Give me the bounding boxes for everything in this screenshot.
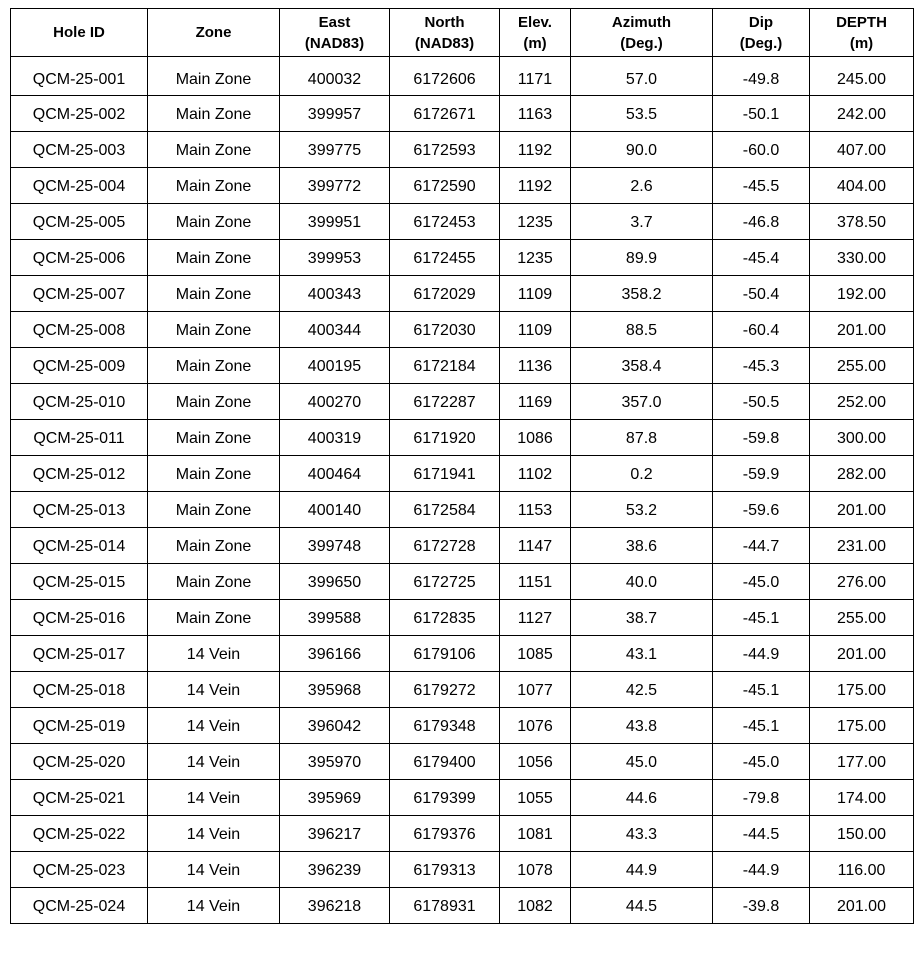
cell-hole-id: QCM-25-020 (11, 744, 148, 780)
cell-dip: -79.8 (713, 780, 810, 816)
cell-east: 396217 (280, 816, 390, 852)
header-hole-id (11, 9, 148, 57)
header-north-unit: (NAD83) (414, 34, 475, 52)
cell-hole-id: QCM-25-018 (11, 672, 148, 708)
cell-north: 6179272 (390, 672, 500, 708)
cell-zone: Main Zone (148, 564, 280, 600)
table-row (11, 672, 914, 708)
cell-zone: Main Zone (148, 384, 280, 420)
cell-zone: Main Zone (148, 420, 280, 456)
cell-depth: 116.00 (810, 852, 914, 888)
cell-zone: Main Zone (148, 492, 280, 528)
cell-zone: Main Zone (148, 57, 280, 96)
cell-zone: 14 Vein (148, 888, 280, 924)
cell-north: 6171941 (390, 456, 500, 492)
cell-north: 6179399 (390, 780, 500, 816)
cell-hole-id: QCM-25-021 (11, 780, 148, 816)
table-row (11, 276, 914, 312)
cell-hole-id: QCM-25-004 (11, 168, 148, 204)
cell-north: 6172728 (390, 528, 500, 564)
cell-hole-id: QCM-25-008 (11, 312, 148, 348)
cell-east: 399748 (280, 528, 390, 564)
cell-north: 6179348 (390, 708, 500, 744)
table-row (11, 168, 914, 204)
table-header (11, 9, 914, 57)
cell-depth: 177.00 (810, 744, 914, 780)
cell-depth: 378.50 (810, 204, 914, 240)
cell-hole-id: QCM-25-010 (11, 384, 148, 420)
cell-east: 396166 (280, 636, 390, 672)
cell-azimuth: 53.2 (571, 492, 713, 528)
cell-hole-id: QCM-25-005 (11, 204, 148, 240)
table-row (11, 240, 914, 276)
table-row (11, 420, 914, 456)
cell-north: 6179376 (390, 816, 500, 852)
cell-dip: -39.8 (713, 888, 810, 924)
cell-elev: 1078 (500, 852, 571, 888)
cell-elev: 1056 (500, 744, 571, 780)
cell-east: 400140 (280, 492, 390, 528)
header-row (11, 9, 914, 57)
cell-zone: Main Zone (148, 204, 280, 240)
cell-hole-id: QCM-25-011 (11, 420, 148, 456)
cell-zone: 14 Vein (148, 780, 280, 816)
cell-depth: 150.00 (810, 816, 914, 852)
cell-azimuth: 45.0 (571, 744, 713, 780)
cell-zone: Main Zone (148, 168, 280, 204)
table-row (11, 744, 914, 780)
header-east-unit: (NAD83) (304, 34, 365, 52)
cell-east: 400343 (280, 276, 390, 312)
cell-dip: -45.3 (713, 348, 810, 384)
cell-east: 400464 (280, 456, 390, 492)
cell-north: 6172029 (390, 276, 500, 312)
cell-dip: -45.4 (713, 240, 810, 276)
table-row (11, 636, 914, 672)
header-elev-unit: (m) (523, 34, 547, 52)
header-dip-label: Dip (748, 13, 774, 31)
cell-elev: 1192 (500, 132, 571, 168)
cell-north: 6172584 (390, 492, 500, 528)
cell-north: 6179106 (390, 636, 500, 672)
cell-dip: -45.0 (713, 744, 810, 780)
table-row (11, 492, 914, 528)
cell-depth: 201.00 (810, 888, 914, 924)
cell-zone: 14 Vein (148, 672, 280, 708)
header-east (280, 9, 390, 57)
cell-east: 399588 (280, 600, 390, 636)
cell-zone: 14 Vein (148, 636, 280, 672)
cell-north: 6172453 (390, 204, 500, 240)
cell-east: 399775 (280, 132, 390, 168)
cell-dip: -50.5 (713, 384, 810, 420)
cell-elev: 1109 (500, 312, 571, 348)
cell-depth: 174.00 (810, 780, 914, 816)
cell-east: 399953 (280, 240, 390, 276)
cell-hole-id: QCM-25-013 (11, 492, 148, 528)
cell-dip: -45.1 (713, 672, 810, 708)
header-north-label: North (424, 13, 465, 31)
cell-hole-id: QCM-25-022 (11, 816, 148, 852)
cell-zone: Main Zone (148, 528, 280, 564)
cell-elev: 1147 (500, 528, 571, 564)
cell-north: 6172606 (390, 57, 500, 96)
cell-azimuth: 88.5 (571, 312, 713, 348)
cell-dip: -60.0 (713, 132, 810, 168)
cell-north: 6179313 (390, 852, 500, 888)
cell-depth: 300.00 (810, 420, 914, 456)
cell-elev: 1169 (500, 384, 571, 420)
cell-hole-id: QCM-25-006 (11, 240, 148, 276)
cell-elev: 1081 (500, 816, 571, 852)
cell-elev: 1235 (500, 204, 571, 240)
cell-east: 396239 (280, 852, 390, 888)
cell-elev: 1085 (500, 636, 571, 672)
cell-zone: Main Zone (148, 96, 280, 132)
cell-azimuth: 3.7 (571, 204, 713, 240)
cell-hole-id: QCM-25-017 (11, 636, 148, 672)
cell-elev: 1109 (500, 276, 571, 312)
cell-azimuth: 357.0 (571, 384, 713, 420)
cell-north: 6172593 (390, 132, 500, 168)
cell-depth: 252.00 (810, 384, 914, 420)
cell-depth: 201.00 (810, 636, 914, 672)
cell-azimuth: 53.5 (571, 96, 713, 132)
cell-dip: -44.5 (713, 816, 810, 852)
cell-hole-id: QCM-25-014 (11, 528, 148, 564)
cell-dip: -50.4 (713, 276, 810, 312)
cell-east: 400270 (280, 384, 390, 420)
cell-north: 6172455 (390, 240, 500, 276)
cell-depth: 404.00 (810, 168, 914, 204)
header-depth-label: DEPTH (836, 13, 887, 31)
cell-hole-id: QCM-25-012 (11, 456, 148, 492)
cell-east: 400344 (280, 312, 390, 348)
header-elev (500, 9, 571, 57)
cell-depth: 255.00 (810, 348, 914, 384)
table-row (11, 816, 914, 852)
table-row (11, 780, 914, 816)
cell-elev: 1077 (500, 672, 571, 708)
cell-zone: Main Zone (148, 240, 280, 276)
cell-elev: 1151 (500, 564, 571, 600)
cell-zone: Main Zone (148, 600, 280, 636)
cell-east: 400319 (280, 420, 390, 456)
cell-azimuth: 38.7 (571, 600, 713, 636)
header-hole-id-label: Hole ID (53, 24, 105, 41)
table-row (11, 96, 914, 132)
cell-east: 396218 (280, 888, 390, 924)
cell-depth: 407.00 (810, 132, 914, 168)
cell-azimuth: 87.8 (571, 420, 713, 456)
cell-zone: 14 Vein (148, 816, 280, 852)
cell-zone: 14 Vein (148, 708, 280, 744)
cell-hole-id: QCM-25-023 (11, 852, 148, 888)
cell-azimuth: 40.0 (571, 564, 713, 600)
cell-east: 400032 (280, 57, 390, 96)
cell-azimuth: 57.0 (571, 57, 713, 96)
table-row (11, 888, 914, 924)
cell-zone: Main Zone (148, 132, 280, 168)
cell-elev: 1102 (500, 456, 571, 492)
table-row (11, 312, 914, 348)
cell-zone: Main Zone (148, 348, 280, 384)
cell-zone: Main Zone (148, 276, 280, 312)
cell-zone: 14 Vein (148, 744, 280, 780)
table-row (11, 528, 914, 564)
cell-elev: 1192 (500, 168, 571, 204)
table-row (11, 132, 914, 168)
cell-east: 395968 (280, 672, 390, 708)
drill-hole-table (10, 8, 914, 924)
cell-dip: -44.7 (713, 528, 810, 564)
cell-dip: -45.1 (713, 600, 810, 636)
cell-east: 399650 (280, 564, 390, 600)
cell-hole-id: QCM-25-019 (11, 708, 148, 744)
cell-elev: 1055 (500, 780, 571, 816)
header-azimuth-unit: (Deg.) (620, 34, 663, 52)
cell-azimuth: 358.4 (571, 348, 713, 384)
cell-dip: -59.8 (713, 420, 810, 456)
cell-dip: -60.4 (713, 312, 810, 348)
cell-hole-id: QCM-25-007 (11, 276, 148, 312)
header-azimuth (571, 9, 713, 57)
cell-north: 6172725 (390, 564, 500, 600)
table-row (11, 204, 914, 240)
cell-dip: -49.8 (713, 57, 810, 96)
table-body (11, 57, 914, 924)
table-row (11, 600, 914, 636)
cell-dip: -45.0 (713, 564, 810, 600)
header-dip (713, 9, 810, 57)
cell-azimuth: 43.8 (571, 708, 713, 744)
cell-north: 6172590 (390, 168, 500, 204)
cell-depth: 175.00 (810, 672, 914, 708)
table-row (11, 384, 914, 420)
cell-north: 6178931 (390, 888, 500, 924)
cell-hole-id: QCM-25-024 (11, 888, 148, 924)
table-row (11, 57, 914, 96)
cell-elev: 1127 (500, 600, 571, 636)
cell-elev: 1235 (500, 240, 571, 276)
table-row (11, 564, 914, 600)
cell-dip: -59.9 (713, 456, 810, 492)
cell-azimuth: 38.6 (571, 528, 713, 564)
cell-east: 395969 (280, 780, 390, 816)
cell-east: 395970 (280, 744, 390, 780)
header-dip-unit: (Deg.) (739, 34, 783, 52)
cell-azimuth: 43.1 (571, 636, 713, 672)
cell-elev: 1076 (500, 708, 571, 744)
cell-east: 399951 (280, 204, 390, 240)
cell-hole-id: QCM-25-003 (11, 132, 148, 168)
header-north (390, 9, 500, 57)
cell-hole-id: QCM-25-001 (11, 57, 148, 96)
cell-hole-id: QCM-25-016 (11, 600, 148, 636)
cell-depth: 201.00 (810, 492, 914, 528)
cell-north: 6172030 (390, 312, 500, 348)
cell-depth: 255.00 (810, 600, 914, 636)
header-depth-unit: (m) (849, 34, 874, 52)
cell-azimuth: 90.0 (571, 132, 713, 168)
cell-north: 6171920 (390, 420, 500, 456)
header-azimuth-label: Azimuth (611, 13, 672, 31)
cell-zone: 14 Vein (148, 852, 280, 888)
header-depth (810, 9, 914, 57)
table-row (11, 852, 914, 888)
cell-elev: 1171 (500, 57, 571, 96)
cell-hole-id: QCM-25-009 (11, 348, 148, 384)
cell-north: 6172835 (390, 600, 500, 636)
cell-dip: -44.9 (713, 852, 810, 888)
cell-depth: 231.00 (810, 528, 914, 564)
cell-elev: 1086 (500, 420, 571, 456)
cell-dip: -46.8 (713, 204, 810, 240)
cell-azimuth: 358.2 (571, 276, 713, 312)
cell-hole-id: QCM-25-002 (11, 96, 148, 132)
cell-east: 396042 (280, 708, 390, 744)
cell-north: 6172671 (390, 96, 500, 132)
cell-dip: -59.6 (713, 492, 810, 528)
cell-dip: -45.1 (713, 708, 810, 744)
cell-north: 6172184 (390, 348, 500, 384)
cell-zone: Main Zone (148, 312, 280, 348)
cell-depth: 330.00 (810, 240, 914, 276)
header-zone-label: Zone (195, 24, 232, 41)
cell-azimuth: 44.5 (571, 888, 713, 924)
cell-depth: 276.00 (810, 564, 914, 600)
cell-dip: -50.1 (713, 96, 810, 132)
cell-hole-id: QCM-25-015 (11, 564, 148, 600)
header-east-label: East (318, 13, 351, 31)
table-row (11, 456, 914, 492)
cell-dip: -45.5 (713, 168, 810, 204)
cell-azimuth: 44.9 (571, 852, 713, 888)
cell-east: 400195 (280, 348, 390, 384)
cell-azimuth: 0.2 (571, 456, 713, 492)
cell-depth: 192.00 (810, 276, 914, 312)
cell-depth: 282.00 (810, 456, 914, 492)
cell-azimuth: 43.3 (571, 816, 713, 852)
header-elev-label: Elev. (518, 13, 552, 31)
cell-zone: Main Zone (148, 456, 280, 492)
cell-depth: 201.00 (810, 312, 914, 348)
cell-elev: 1153 (500, 492, 571, 528)
table-row (11, 708, 914, 744)
cell-depth: 175.00 (810, 708, 914, 744)
cell-east: 399957 (280, 96, 390, 132)
cell-elev: 1082 (500, 888, 571, 924)
cell-azimuth: 42.5 (571, 672, 713, 708)
header-zone (148, 9, 280, 57)
cell-north: 6179400 (390, 744, 500, 780)
cell-azimuth: 2.6 (571, 168, 713, 204)
cell-azimuth: 89.9 (571, 240, 713, 276)
cell-elev: 1163 (500, 96, 571, 132)
table-row (11, 348, 914, 384)
cell-depth: 245.00 (810, 57, 914, 96)
cell-elev: 1136 (500, 348, 571, 384)
cell-dip: -44.9 (713, 636, 810, 672)
cell-depth: 242.00 (810, 96, 914, 132)
cell-east: 399772 (280, 168, 390, 204)
cell-north: 6172287 (390, 384, 500, 420)
cell-azimuth: 44.6 (571, 780, 713, 816)
